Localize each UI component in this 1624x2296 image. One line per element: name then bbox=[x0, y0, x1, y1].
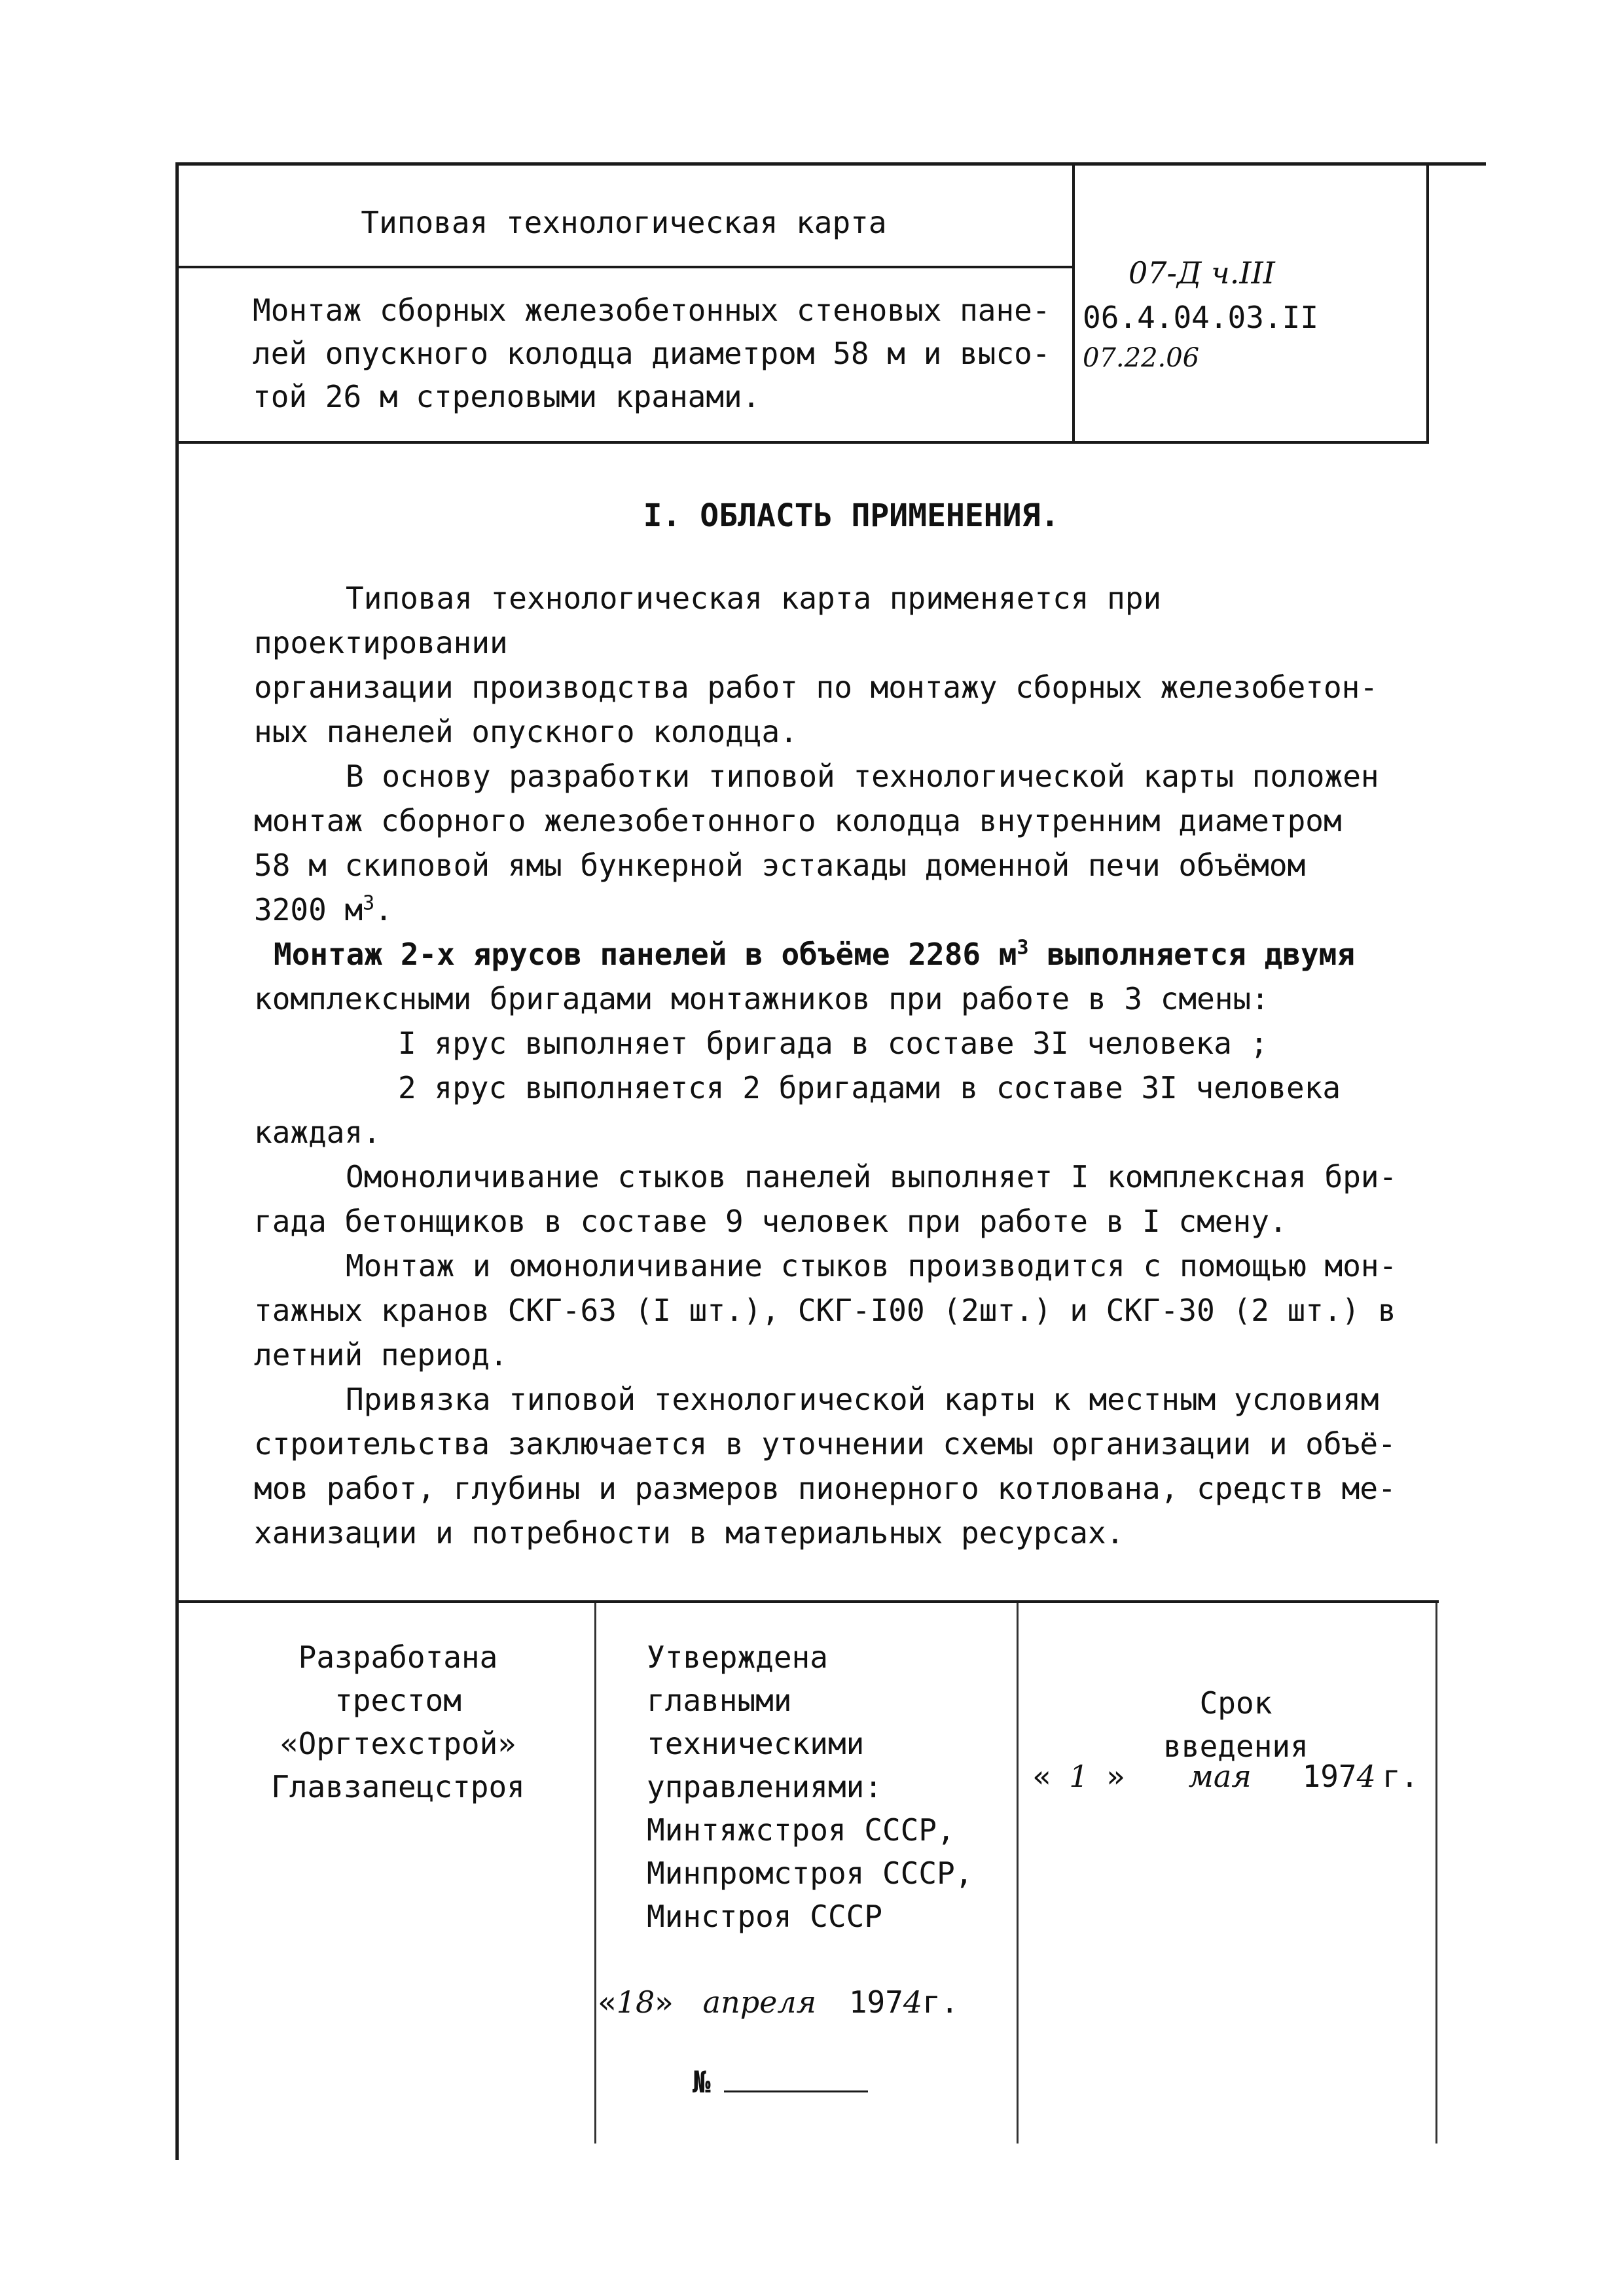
paragraph-line: гада бетонщиков в составе 9 человек при работе в I смену. bbox=[254, 1204, 1288, 1239]
paragraph-line: организации производства работ по монтажу сборных железобетон- bbox=[254, 670, 1379, 705]
paragraph-line: В основу разработки типовой технологической карты положен bbox=[346, 759, 1379, 794]
handwritten-year-digit: 4 bbox=[1356, 1759, 1376, 1794]
list-item: I ярус выполняет бригада в составе 3I человека ; bbox=[398, 1026, 1269, 1061]
approved-line: техническими bbox=[647, 1726, 865, 1761]
superscript: 3 bbox=[363, 891, 375, 915]
handwritten-year-digit: 4 bbox=[903, 1984, 923, 2020]
header-divider-vertical bbox=[1072, 166, 1075, 441]
header-table bbox=[175, 162, 1429, 444]
handwritten-code-2: 07.22.06 bbox=[1083, 343, 1200, 373]
approved-line: Минтяжстроя СССР, bbox=[647, 1812, 955, 1848]
text-run: выполняется двумя bbox=[1028, 937, 1356, 972]
paragraph-line: тажных кранов СКГ-63 (I шт.), СКГ-I00 (2шт.) и СКГ-30 (2 шт.) в bbox=[254, 1293, 1396, 1328]
handwritten-month: апреля bbox=[702, 1984, 817, 2020]
handwritten-month: мая bbox=[1188, 1759, 1252, 1794]
subject-line: той 26 м стреловыми кранами. bbox=[253, 379, 761, 414]
approved-line: Минпромстроя СССР, bbox=[647, 1856, 973, 1891]
table-divider bbox=[1435, 1603, 1437, 2144]
developed-line: трестом bbox=[334, 1683, 461, 1718]
approved-line: главными bbox=[647, 1683, 792, 1718]
paragraph-line: Монтаж и омоноличивание стыков производится с помощью мон- bbox=[346, 1248, 1398, 1283]
developed-by-cell bbox=[241, 1636, 555, 1808]
approved-by-cell bbox=[647, 1636, 1066, 1938]
document-type-title: Типовая технологическая карта bbox=[361, 205, 887, 240]
superscript: 3 bbox=[1017, 936, 1029, 960]
list-item: 2 ярус выполняется 2 бригадами в составе 3I человека bbox=[398, 1070, 1341, 1105]
document-subject bbox=[253, 289, 1058, 418]
paragraph-line bbox=[254, 888, 1432, 932]
section-title: I. ОБЛАСТЬ ПРИМЕНЕНИЯ. bbox=[643, 497, 1060, 534]
year-suffix: г. bbox=[1382, 1759, 1419, 1794]
developed-line: Разработана bbox=[298, 1640, 498, 1675]
header-rule-extension bbox=[1427, 162, 1486, 166]
number-blank-line bbox=[724, 2090, 868, 2092]
quote-mark: « bbox=[1033, 1759, 1051, 1794]
header-divider-horizontal bbox=[175, 266, 1074, 268]
document-code-cell bbox=[1083, 251, 1423, 380]
handwritten-day: 18 bbox=[616, 1984, 655, 2020]
quote-mark: » bbox=[655, 1984, 673, 2020]
paragraph-line: ханизации и потребности в материальных ресурсах. bbox=[254, 1515, 1125, 1551]
table-divider bbox=[594, 1603, 596, 2144]
paragraph-line: летний период. bbox=[254, 1337, 508, 1372]
handwritten-code: 07-Д ч.III bbox=[1128, 255, 1275, 291]
number-sign: № bbox=[693, 2064, 711, 2100]
punctuation: . bbox=[374, 892, 393, 927]
subject-line: Монтаж сборных железобетонных стеновых пане- bbox=[253, 293, 1051, 328]
paragraph-line: мов работ, глубины и размеров пионерного котлована, средств ме- bbox=[254, 1471, 1396, 1506]
paragraph-line: 58 м скиповой ямы бункерной эстакады доменной печи объёмом bbox=[254, 848, 1306, 883]
paragraph-line: Омоноличивание стыков панелей выполняет I комплексная бри- bbox=[346, 1159, 1398, 1194]
approval-date bbox=[598, 1984, 1056, 2020]
paragraph-line: Привязка типовой технологической карты к местным условиям bbox=[346, 1382, 1379, 1417]
approved-line: управлениями: bbox=[647, 1769, 883, 1804]
text-run: Монтаж 2-х ярусов панелей в объёме 2286 м bbox=[274, 937, 1017, 972]
paragraph-line bbox=[254, 932, 1432, 977]
effective-date bbox=[1033, 1759, 1439, 1794]
volume-value: 3200 м bbox=[254, 892, 363, 927]
section-body bbox=[254, 576, 1432, 1555]
year-prefix: 197 bbox=[1302, 1759, 1357, 1794]
quote-mark: » bbox=[1106, 1759, 1125, 1794]
paragraph-line: строительства заключается в уточнении схемы организации и объё- bbox=[254, 1426, 1396, 1462]
approved-line: Утверждена bbox=[647, 1640, 828, 1675]
handwritten-day: 1 bbox=[1069, 1759, 1089, 1794]
paragraph-line: каждая. bbox=[254, 1115, 381, 1150]
quote-mark: « bbox=[598, 1984, 617, 2020]
term-line: введения bbox=[1163, 1729, 1308, 1764]
approval-table bbox=[175, 1600, 1439, 2144]
term-line: Срок bbox=[1199, 1685, 1272, 1721]
effective-term-cell bbox=[1111, 1681, 1360, 1768]
year-suffix: г. bbox=[922, 1984, 959, 2020]
subject-line: лей опускного колодца диаметром 58 м и высо- bbox=[253, 336, 1051, 371]
paragraph-line: ных панелей опускного колодца. bbox=[254, 714, 798, 749]
approval-number bbox=[693, 2064, 954, 2100]
paragraph-line: Типовая технологическая карта применяется при проектировании bbox=[254, 581, 1162, 660]
developed-line: Главзапецстроя bbox=[271, 1769, 525, 1804]
approved-line: Минстроя СССР bbox=[647, 1899, 883, 1934]
paragraph-line: монтаж сборного железобетонного колодца внутренним диаметром bbox=[254, 803, 1342, 838]
developed-line: «Оргтехстрой» bbox=[280, 1726, 516, 1761]
paragraph-line: комплексными бригадами монтажников при работе в 3 смены: bbox=[254, 981, 1269, 1016]
document-code: 06.4.04.03.II bbox=[1083, 300, 1319, 335]
year-prefix: 197 bbox=[848, 1984, 903, 2020]
